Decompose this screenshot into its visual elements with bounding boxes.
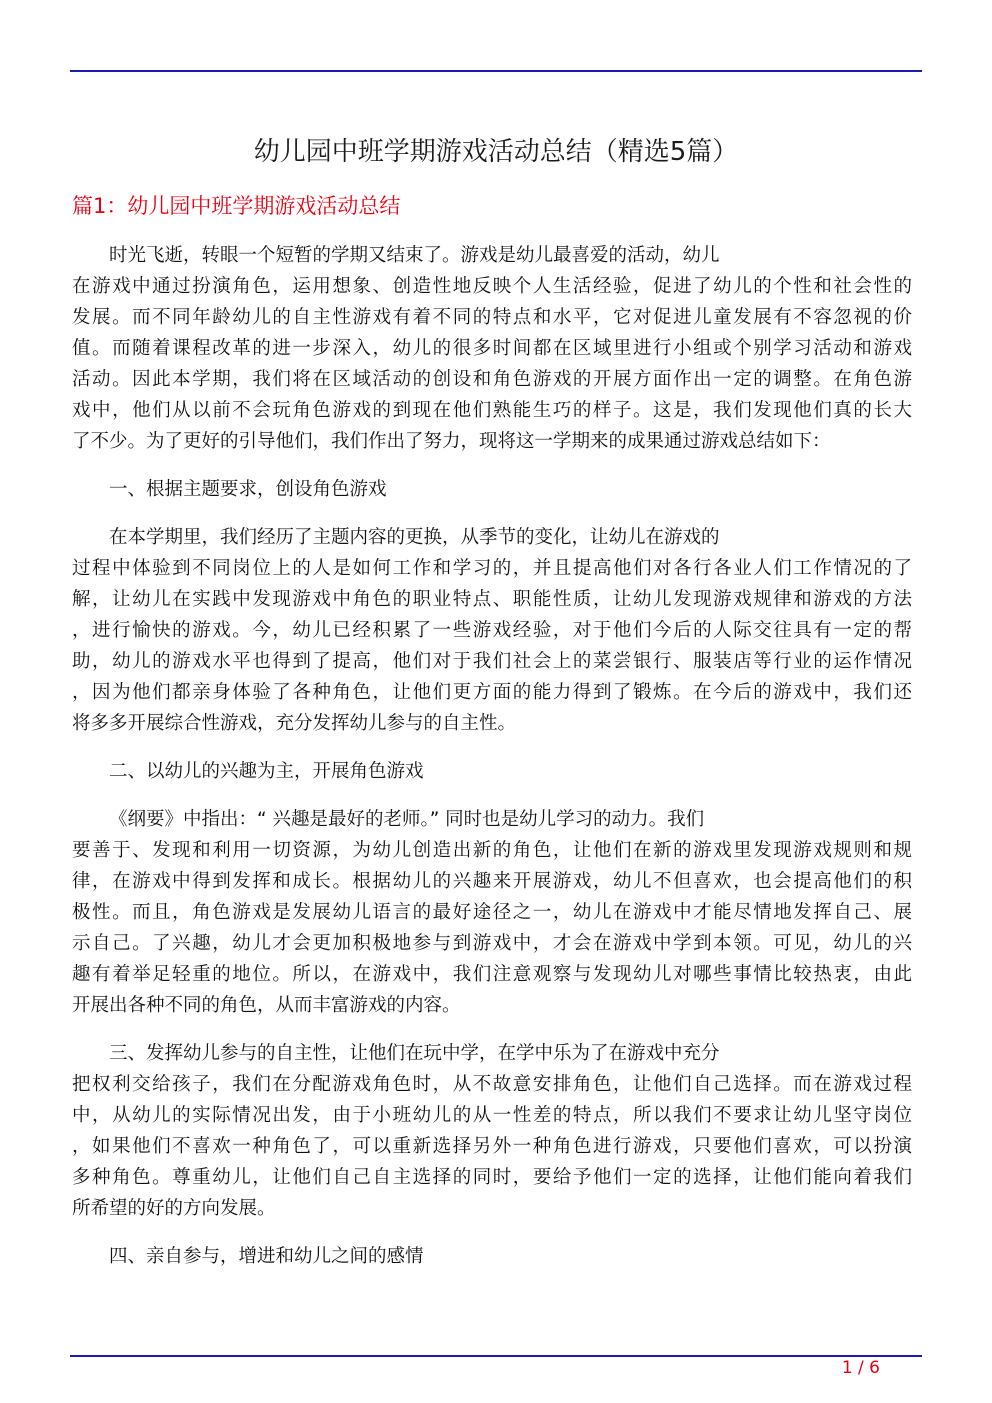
subsection-heading: 四、亲自参与，增进和幼儿之间的感情	[109, 1246, 424, 1267]
text-line: 律，在游戏中得到发挥和成长。根据幼儿的兴趣来开展游戏，幼儿不但喜欢，也会提高他们的积	[72, 871, 912, 892]
document-title: 幼儿园中班学期游戏活动总结（精选5篇）	[253, 137, 739, 167]
text-line: 将多多开展综合性游戏，充分发挥幼儿参与的自主性。	[72, 713, 517, 734]
paragraph	[72, 240, 912, 457]
text-line: 《纲要》中指出：“ 兴趣是最好的老师。” 同时也是幼儿学习的动力。我们	[109, 809, 705, 830]
text-line: 极性。而且，角色游戏是发展幼儿语言的最好途径之一，幼儿在游戏中才能尽情地发挥自己、展	[72, 902, 912, 923]
text-line: 过程中体验到不同岗位上的人是如何工作和学习的，并且提高他们对各行各业人们工作情况的了	[72, 558, 912, 579]
text-line: 在本学期里，我们经历了主题内容的更换，从季节的变化，让幼儿在游戏的	[109, 527, 720, 548]
text-line: 三、发挥幼儿参与的自主性，让他们在玩中学，在学中乐为了在游戏中充分	[109, 1043, 720, 1064]
paragraph	[72, 522, 912, 739]
header-rule	[70, 70, 922, 72]
text-line: 多种角色。尊重幼儿，让他们自己自主选择的同时，要给予他们一定的选择，让他们能向着我们	[72, 1167, 912, 1188]
subsection-heading: 一、根据主题要求，创设角色游戏	[109, 479, 387, 500]
page-number: 1 / 6	[841, 1358, 880, 1378]
text-line: 解，让幼儿在实践中发现游戏中角色的职业特点、职能性质，让幼儿发现游戏规律和游戏的方法	[72, 589, 912, 610]
text-line: 趣有着举足轻重的地位。所以，在游戏中，我们注意观察与发现幼儿对哪些事情比较热衷，由此	[72, 964, 912, 985]
text-line: ，进行愉快的游戏。今，幼儿已经积累了一些游戏经验，对于他们今后的人际交往具有一定的帮	[72, 620, 912, 641]
section-heading: 篇1：幼儿园中班学期游戏活动总结	[72, 194, 401, 218]
text-line: 所希望的好的方向发展。	[72, 1198, 276, 1219]
text-line: 开展出各种不同的角色，从而丰富游戏的内容。	[72, 995, 461, 1016]
text-line: ，如果他们不喜欢一种角色了，可以重新选择另外一种角色进行游戏，只要他们喜欢，可以扮演	[72, 1136, 912, 1157]
text-line: 值。而随着课程改革的进一步深入，幼儿的很多时间都在区域里进行小组或个别学习活动和游戏	[72, 338, 912, 359]
text-line: 中，从幼儿的实际情况出发，由于小班幼儿的从一性差的特点，所以我们不要求让幼儿坚守岗位	[72, 1105, 912, 1126]
text-line: 时光飞逝，转眼一个短暂的学期又结束了。游戏是幼儿最喜爱的活动，幼儿	[109, 245, 720, 266]
subsection-heading: 二、以幼儿的兴趣为主，开展角色游戏	[109, 761, 424, 782]
text-line: 了不少。为了更好的引导他们，我们作出了努力，现将这一学期来的成果通过游戏总结如下：	[72, 431, 831, 452]
text-line: 发展。而不同年龄幼儿的自主性游戏有着不同的特点和水平，它对促进儿童发展有不容忽视的价	[72, 307, 912, 328]
text-line: 戏中，他们从以前不会玩角色游戏的到现在他们熟能生巧的样子。这是，我们发现他们真的长大	[72, 400, 912, 421]
text-line: 要善于、发现和利用一切资源，为幼儿创造出新的角色，让他们在新的游戏里发现游戏规则和规	[72, 840, 912, 861]
text-line: 在游戏中通过扮演角色，运用想象、创造性地反映个人生活经验，促进了幼儿的个性和社会性的	[72, 276, 912, 297]
text-line: 活动。因此本学期，我们将在区域活动的创设和角色游戏的开展方面作出一定的调整。在角色游	[72, 369, 912, 390]
paragraph	[72, 804, 912, 1021]
text-line: 示自己。了兴趣，幼儿才会更加积极地参与到游戏中，才会在游戏中学到本领。可见，幼儿的兴	[72, 933, 912, 954]
footer-rule	[70, 1355, 922, 1357]
paragraph	[72, 1038, 912, 1224]
text-line: ，因为他们都亲身体验了各种角色，让他们更方面的能力得到了锻炼。在今后的游戏中，我们还	[72, 682, 912, 703]
text-line: 助，幼儿的游戏水平也得到了提高，他们对于我们社会上的菜尝银行、服装店等行业的运作情况	[72, 651, 912, 672]
document-body	[72, 240, 912, 1289]
text-line: 把权利交给孩子，我们在分配游戏角色时，从不故意安排角色，让他们自己选择。而在游戏过程	[72, 1074, 912, 1095]
